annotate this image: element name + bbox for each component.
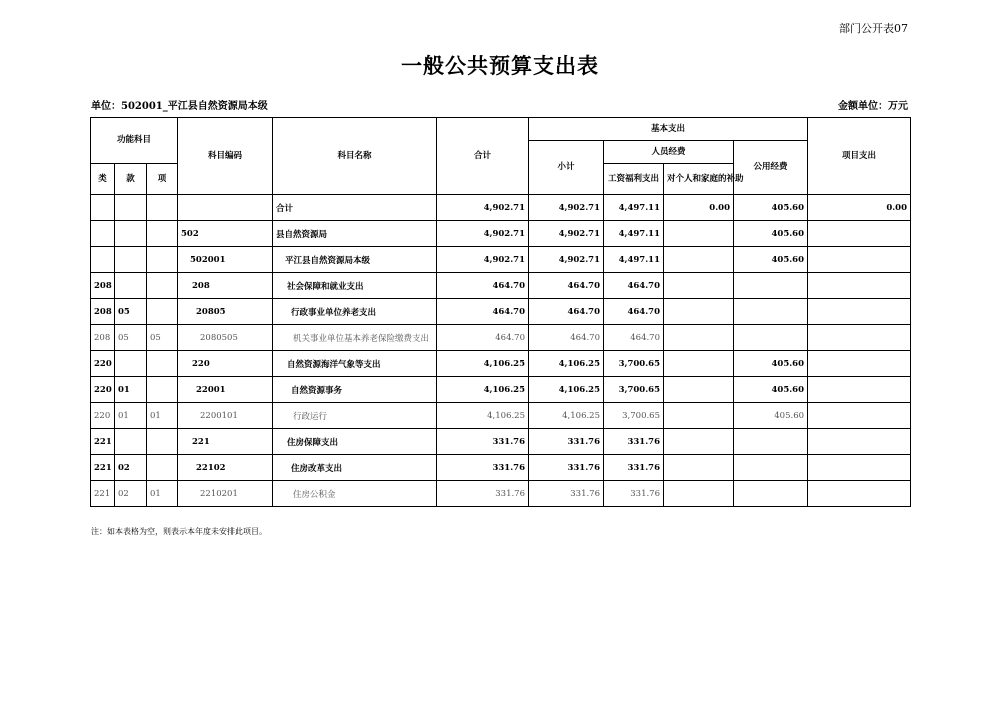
cell-total: 4,902.71 — [437, 221, 529, 247]
cell-lei — [91, 195, 115, 221]
cell-code: 502001 — [178, 247, 273, 273]
cell-project — [808, 221, 911, 247]
cell-wages: 4,497.11 — [604, 195, 664, 221]
cell-name: 自然资源事务 — [273, 377, 437, 403]
cell-xiang — [147, 455, 178, 481]
cell-subtotal: 331.76 — [529, 455, 604, 481]
cell-code: 2200101 — [178, 403, 273, 429]
cell-xiang — [147, 247, 178, 273]
cell-wages: 3,700.65 — [604, 351, 664, 377]
cell-code: 221 — [178, 429, 273, 455]
header-subtotal: 小计 — [529, 141, 604, 195]
cell-subtotal: 4,902.71 — [529, 247, 604, 273]
cell-public: 405.60 — [734, 403, 808, 429]
header-total: 合计 — [437, 118, 529, 195]
cell-subsidies — [664, 481, 734, 507]
table-row — [91, 429, 911, 455]
table-row — [91, 403, 911, 429]
table-row — [91, 247, 911, 273]
cell-xiang — [147, 299, 178, 325]
cell-name: 行政运行 — [273, 403, 437, 429]
cell-public: 405.60 — [734, 221, 808, 247]
cell-project — [808, 455, 911, 481]
cell-subsidies — [664, 325, 734, 351]
cell-project — [808, 377, 911, 403]
header-personnel: 人员经费 — [604, 141, 734, 164]
cell-name: 平江县自然资源局本级 — [273, 247, 437, 273]
cell-xiang — [147, 221, 178, 247]
cell-xiang — [147, 377, 178, 403]
table-row — [91, 351, 911, 377]
cell-total: 464.70 — [437, 325, 529, 351]
table-row — [91, 481, 911, 507]
cell-subtotal: 4,106.25 — [529, 403, 604, 429]
cell-kuan: 05 — [115, 299, 147, 325]
cell-project — [808, 351, 911, 377]
cell-wages: 3,700.65 — [604, 377, 664, 403]
cell-wages: 331.76 — [604, 429, 664, 455]
cell-total: 4,106.25 — [437, 403, 529, 429]
cell-public — [734, 325, 808, 351]
cell-kuan — [115, 247, 147, 273]
cell-total: 4,106.25 — [437, 377, 529, 403]
cell-subsidies — [664, 247, 734, 273]
cell-wages: 4,497.11 — [604, 221, 664, 247]
cell-project — [808, 481, 911, 507]
header-wages: 工资福利支出 — [604, 164, 664, 195]
cell-public: 405.60 — [734, 351, 808, 377]
cell-total: 331.76 — [437, 455, 529, 481]
cell-total: 4,902.71 — [437, 195, 529, 221]
cell-subtotal: 4,902.71 — [529, 195, 604, 221]
cell-kuan: 02 — [115, 481, 147, 507]
cell-wages: 331.76 — [604, 455, 664, 481]
amount-unit-label: 金额单位：万元 — [838, 101, 908, 112]
cell-lei: 220 — [91, 377, 115, 403]
cell-subsidies — [664, 221, 734, 247]
cell-subtotal: 331.76 — [529, 481, 604, 507]
cell-subsidies — [664, 455, 734, 481]
cell-public — [734, 455, 808, 481]
cell-wages: 4,497.11 — [604, 247, 664, 273]
page-title: 一般公共预算支出表 — [401, 53, 599, 78]
cell-kuan — [115, 195, 147, 221]
cell-kuan: 05 — [115, 325, 147, 351]
cell-code: 2080505 — [178, 325, 273, 351]
cell-name: 社会保障和就业支出 — [273, 273, 437, 299]
cell-public — [734, 299, 808, 325]
cell-xiang: 05 — [147, 325, 178, 351]
cell-code: 2210201 — [178, 481, 273, 507]
cell-name: 机关事业单位基本养老保险缴费支出 — [273, 325, 437, 351]
cell-subsidies — [664, 273, 734, 299]
cell-total: 4,106.25 — [437, 351, 529, 377]
cell-project — [808, 273, 911, 299]
header-xiang: 项 — [147, 164, 178, 195]
cell-public: 405.60 — [734, 377, 808, 403]
cell-lei: 208 — [91, 325, 115, 351]
cell-code — [178, 195, 273, 221]
budget-table — [90, 117, 911, 507]
cell-xiang — [147, 195, 178, 221]
form-number: 部门公开表07 — [839, 22, 908, 35]
cell-code: 220 — [178, 351, 273, 377]
cell-lei: 208 — [91, 299, 115, 325]
cell-total: 331.76 — [437, 429, 529, 455]
header-public: 公用经费 — [734, 141, 808, 195]
cell-xiang — [147, 429, 178, 455]
cell-public — [734, 481, 808, 507]
table-row — [91, 195, 911, 221]
cell-wages: 464.70 — [604, 273, 664, 299]
header-name: 科目名称 — [273, 118, 437, 195]
cell-total: 464.70 — [437, 273, 529, 299]
cell-kuan — [115, 351, 147, 377]
cell-subtotal: 464.70 — [529, 273, 604, 299]
cell-subtotal: 4,106.25 — [529, 377, 604, 403]
cell-wages: 3,700.65 — [604, 403, 664, 429]
cell-kuan — [115, 273, 147, 299]
cell-wages: 464.70 — [604, 325, 664, 351]
cell-code: 208 — [178, 273, 273, 299]
cell-project — [808, 403, 911, 429]
header-kuan: 款 — [115, 164, 147, 195]
cell-subsidies — [664, 299, 734, 325]
header-code: 科目编码 — [178, 118, 273, 195]
cell-xiang — [147, 273, 178, 299]
cell-subtotal: 4,902.71 — [529, 221, 604, 247]
cell-kuan — [115, 429, 147, 455]
cell-wages: 464.70 — [604, 299, 664, 325]
cell-total: 464.70 — [437, 299, 529, 325]
cell-code: 502 — [178, 221, 273, 247]
table-row — [91, 377, 911, 403]
cell-subtotal: 4,106.25 — [529, 351, 604, 377]
header-func-subject: 功能科目 — [91, 118, 178, 164]
cell-public — [734, 429, 808, 455]
table-row — [91, 299, 911, 325]
cell-name: 县自然资源局 — [273, 221, 437, 247]
cell-lei: 220 — [91, 403, 115, 429]
cell-lei — [91, 221, 115, 247]
table-row — [91, 325, 911, 351]
cell-kuan: 01 — [115, 377, 147, 403]
cell-public: 405.60 — [734, 195, 808, 221]
cell-subtotal: 464.70 — [529, 325, 604, 351]
cell-lei: 221 — [91, 481, 115, 507]
table-row — [91, 273, 911, 299]
cell-subsidies — [664, 429, 734, 455]
header-project: 项目支出 — [808, 118, 911, 195]
cell-kuan: 02 — [115, 455, 147, 481]
cell-subsidies — [664, 351, 734, 377]
cell-name: 自然资源海洋气象等支出 — [273, 351, 437, 377]
cell-project — [808, 325, 911, 351]
cell-lei: 220 — [91, 351, 115, 377]
cell-subtotal: 464.70 — [529, 299, 604, 325]
cell-project — [808, 429, 911, 455]
cell-name: 住房保障支出 — [273, 429, 437, 455]
table-row — [91, 221, 911, 247]
footnote: 注：如本表格为空，则表示本年度未安排此项目。 — [91, 527, 267, 536]
cell-subsidies — [664, 403, 734, 429]
cell-kuan: 01 — [115, 403, 147, 429]
cell-subtotal: 331.76 — [529, 429, 604, 455]
header-basic: 基本支出 — [529, 118, 808, 141]
cell-total: 4,902.71 — [437, 247, 529, 273]
cell-lei: 208 — [91, 273, 115, 299]
cell-kuan — [115, 221, 147, 247]
cell-lei — [91, 247, 115, 273]
header-subsidies: 对个人和家庭的补助 — [664, 164, 734, 195]
cell-name: 行政事业单位养老支出 — [273, 299, 437, 325]
cell-xiang: 01 — [147, 481, 178, 507]
cell-code: 22102 — [178, 455, 273, 481]
cell-subsidies — [664, 377, 734, 403]
cell-subsidies: 0.00 — [664, 195, 734, 221]
cell-project: 0.00 — [808, 195, 911, 221]
table-row — [91, 455, 911, 481]
cell-xiang — [147, 351, 178, 377]
unit-label: 单位：502001_平江县自然资源局本级 — [91, 101, 268, 112]
cell-project — [808, 247, 911, 273]
cell-total: 331.76 — [437, 481, 529, 507]
cell-code: 20805 — [178, 299, 273, 325]
cell-public: 405.60 — [734, 247, 808, 273]
cell-name: 住房改革支出 — [273, 455, 437, 481]
cell-name: 住房公积金 — [273, 481, 437, 507]
cell-wages: 331.76 — [604, 481, 664, 507]
cell-xiang: 01 — [147, 403, 178, 429]
cell-lei: 221 — [91, 455, 115, 481]
cell-name: 合计 — [273, 195, 437, 221]
cell-project — [808, 299, 911, 325]
cell-lei: 221 — [91, 429, 115, 455]
cell-public — [734, 273, 808, 299]
header-lei: 类 — [91, 164, 115, 195]
cell-code: 22001 — [178, 377, 273, 403]
